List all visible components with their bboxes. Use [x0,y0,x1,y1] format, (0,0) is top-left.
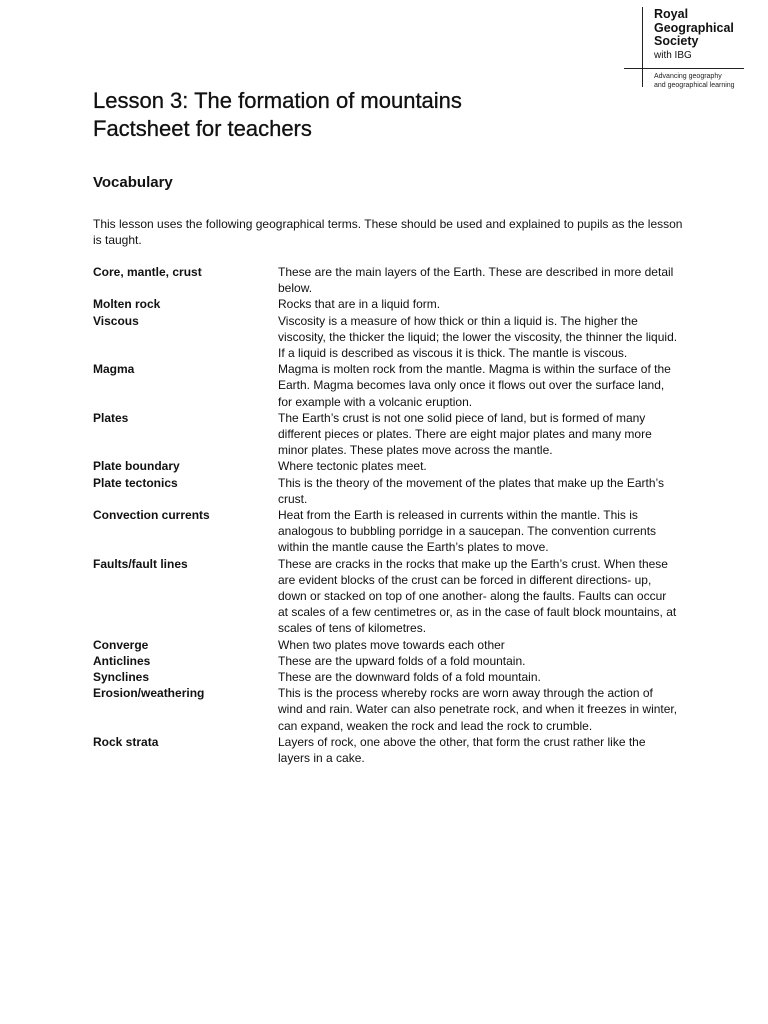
logo-tagline-line: and geographical learning [654,82,735,89]
vocabulary-definition: These are the main layers of the Earth. These are described in more detail below. [278,265,674,296]
vocabulary-definition: Magma is molten rock from the mantle. Magma is within the surface of the Earth. Magma becomes lava only once it flows out over the surface land, for example with a volcanic eruption. [278,362,671,409]
vocabulary-term: Convection currents [93,508,210,523]
rgs-logo [624,7,768,91]
vocabulary-definition: When two plates move towards each other [278,637,505,652]
vocabulary-row [93,685,693,734]
vocabulary-definition: These are the downward folds of a fold mountain. [278,670,541,685]
vocabulary-term: Converge [93,637,149,652]
vocabulary-row [93,637,693,653]
logo-name-line: Society [654,34,699,48]
vocabulary-row [93,669,693,685]
logo-divider-vertical [642,7,643,87]
vocabulary-definition: Heat from the Earth is released in currents within the mantle. This is analogous to bubbling porridge in a saucepan. The convention currents within the mantle cause the Earth’s plates to move. [278,508,657,555]
vocabulary-definition: Where tectonic plates meet. [278,459,427,474]
vocabulary-row [93,313,693,362]
logo-name-line: Royal [654,7,689,21]
logo-tagline [654,72,735,90]
section-heading: Vocabulary [93,174,173,191]
vocabulary-term: Plate boundary [93,459,180,474]
vocabulary-row [93,653,693,669]
vocabulary-definition: These are cracks in the rocks that make up the Earth’s crust. When these are evident blocks of the crust can be forced in different directions- up, down or stacked on top of one another- along the faults. Faults can occur at scales of a few centimetres or, as in the case of fault block mountains, at scales of tens of kilometres. [278,556,677,636]
vocabulary-term: Synclines [93,670,150,685]
vocabulary-definition: Rocks that are in a liquid form. [278,297,441,312]
logo-with-ibg: with IBG [654,50,692,61]
vocabulary-term: Erosion/weathering [93,686,205,701]
vocabulary-term: Molten rock [93,297,161,312]
vocabulary-row [93,734,693,766]
vocabulary-definition: Layers of rock, one above the other, that form the crust rather like the layers in a cake. [278,734,646,766]
vocabulary-row [93,556,693,637]
vocabulary-term: Magma [93,362,135,377]
vocabulary-row [93,410,693,459]
page-title-line-1: Lesson 3: The formation of mountains [93,88,462,113]
vocabulary-definition: These are the upward folds of a fold mountain. [278,653,526,668]
vocabulary-term: Rock strata [93,734,159,749]
vocabulary-term: Core, mantle, crust [93,265,202,279]
logo-name-line: Geographical [654,20,734,35]
vocabulary-row [93,475,693,507]
logo-divider-horizontal [624,68,744,69]
page-title-line-2: Factsheet for teachers [93,116,312,141]
vocabulary-term: Plates [93,410,129,425]
vocabulary-definition: The Earth’s crust is not one solid piece of land, but is formed of many different pieces or plates. There are eight major plates and many more minor plates. These plates move across the mantle. [278,410,652,458]
vocabulary-term: Anticlines [93,653,151,668]
vocabulary-definition: Viscosity is a measure of how thick or thin a liquid is. The higher the viscosity, the thicker the liquid; the lower the viscosity, the thinner the liquid. If a liquid is described as viscous it is thick. The mantle is viscous. [278,313,678,361]
vocabulary-term: Viscous [93,313,139,328]
vocabulary-row [93,296,693,312]
vocabulary-definition: This is the theory of the movement of the plates that make up the Earth’s crust. [278,475,664,506]
vocabulary-term: Faults/fault lines [93,556,188,571]
vocabulary-list [93,264,693,766]
vocabulary-definition: This is the process whereby rocks are worn away through the action of wind and rain. Water can also penetrate rock, and when it freezes in winter, can expand, weaken the rock and lead the rock to crumble. [278,686,678,733]
vocabulary-term: Plate tectonics [93,475,178,490]
logo-tagline-line: Advancing geography [654,73,722,80]
vocabulary-row [93,458,693,474]
logo-name [654,8,734,49]
vocabulary-row [93,264,693,296]
vocabulary-row [93,507,693,556]
page-title [93,87,462,143]
vocabulary-row [93,361,693,410]
intro-paragraph: This lesson uses the following geographical terms. These should be used and explained to pupils as the lesson is taught. [93,217,683,248]
